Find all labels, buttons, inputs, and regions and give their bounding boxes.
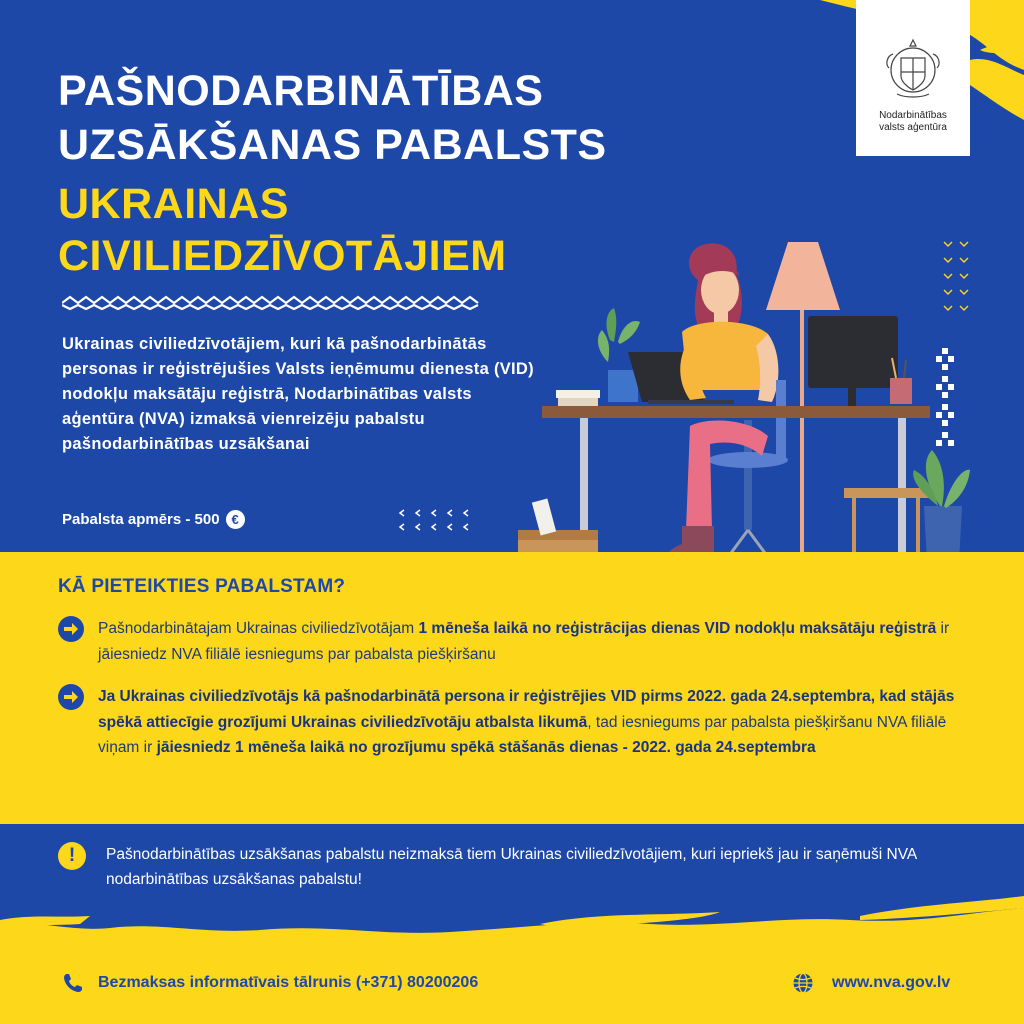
exclamation-icon: ! [58,842,86,870]
agency-logo[interactable] [856,0,970,156]
arrow-right-icon [58,684,84,710]
warning-text: Pašnodarbinātības uzsākšanas pabalstu neizmaksā tiem Ukrainas civiliedzīvotājiem, kuri iepriekš jau ir saņēmuši NVA nodarbinātības uzsākšanas pabalstu! [106,846,917,888]
woman-at-desk-illustration [500,230,970,590]
phone-icon [62,972,84,994]
item1-text-1: Pašnodarbinātajam Ukrainas civiliedzīvotājam [98,620,419,637]
warning-notice [58,842,958,892]
folk-ornament-icon [62,294,482,312]
page-title: PAŠNODARBINĀTĪBAS UZSĀKŠANAS PABALSTS [58,67,607,169]
logo-text: Nodarbinātības valsts aģentūra [879,110,947,133]
euro-icon: € [226,510,245,529]
list-item [58,684,958,761]
item2-bold-2: jāiesniedz 1 mēneša laikā no grozījumu spēkā stāšanās dienas - 2022. gada 24.septembra [156,739,816,756]
phone-label: Bezmaksas informatīvais tālrunis (+371) 80200206 [98,974,479,991]
item1-bold-1: 1 mēneša laikā no reģistrācijas dienas VID nodokļu maksātāju reģistrā [418,620,937,637]
list-item [58,616,958,667]
item1-text-2: ir jāiesniedz NVA filiālē iesniegums par pabalsta piešķiršanu [98,620,950,663]
website-link[interactable] [792,972,950,994]
benefit-amount-label: Pabalsta apmērs - 500 [62,511,220,528]
arrow-right-icon [58,616,84,642]
how-to-apply-heading: KĀ PIETEIKTIES PABALSTAM? [58,576,346,597]
item2-text-1: , tad iesniegums par pabalsta piešķiršanu NVA filiālē viņam ir [98,713,947,756]
intro-paragraph: Ukrainas civiliedzīvotājiem, kuri kā pašnodarbinātās personas ir reģistrējušies Valsts ieņēmumu dienesta (VID) nodokļu maksātāju reģistrā, Nodarbinātības valsts aģentūra (NVA) izmaksā vienreizēju pabalstu pašnodarbinātības uzsākšanai [62,335,534,453]
page-subtitle: UKRAINAS CIVILIEDZĪVOTĀJIEM [58,180,507,280]
chevron-pattern-icon [398,506,478,536]
coat-of-arms-icon [883,38,943,100]
item2-bold-1: Ja Ukrainas civiliedzīvotājs kā pašnodarbinātā persona ir reģistrējies VID pirms 2022. gada 24.septembra, kad stājās spēkā attiecīgie grozījumi Ukrainas civiliedzīvotāju atbalsta likumā [98,688,955,731]
website-url: www.nva.gov.lv [832,974,951,991]
list-item-text [98,616,958,667]
folk-ornament-vertical-icon [932,348,958,458]
phone-contact[interactable] [62,972,478,994]
globe-icon [792,972,814,994]
benefit-amount [62,510,245,529]
list-item-text [98,684,958,761]
